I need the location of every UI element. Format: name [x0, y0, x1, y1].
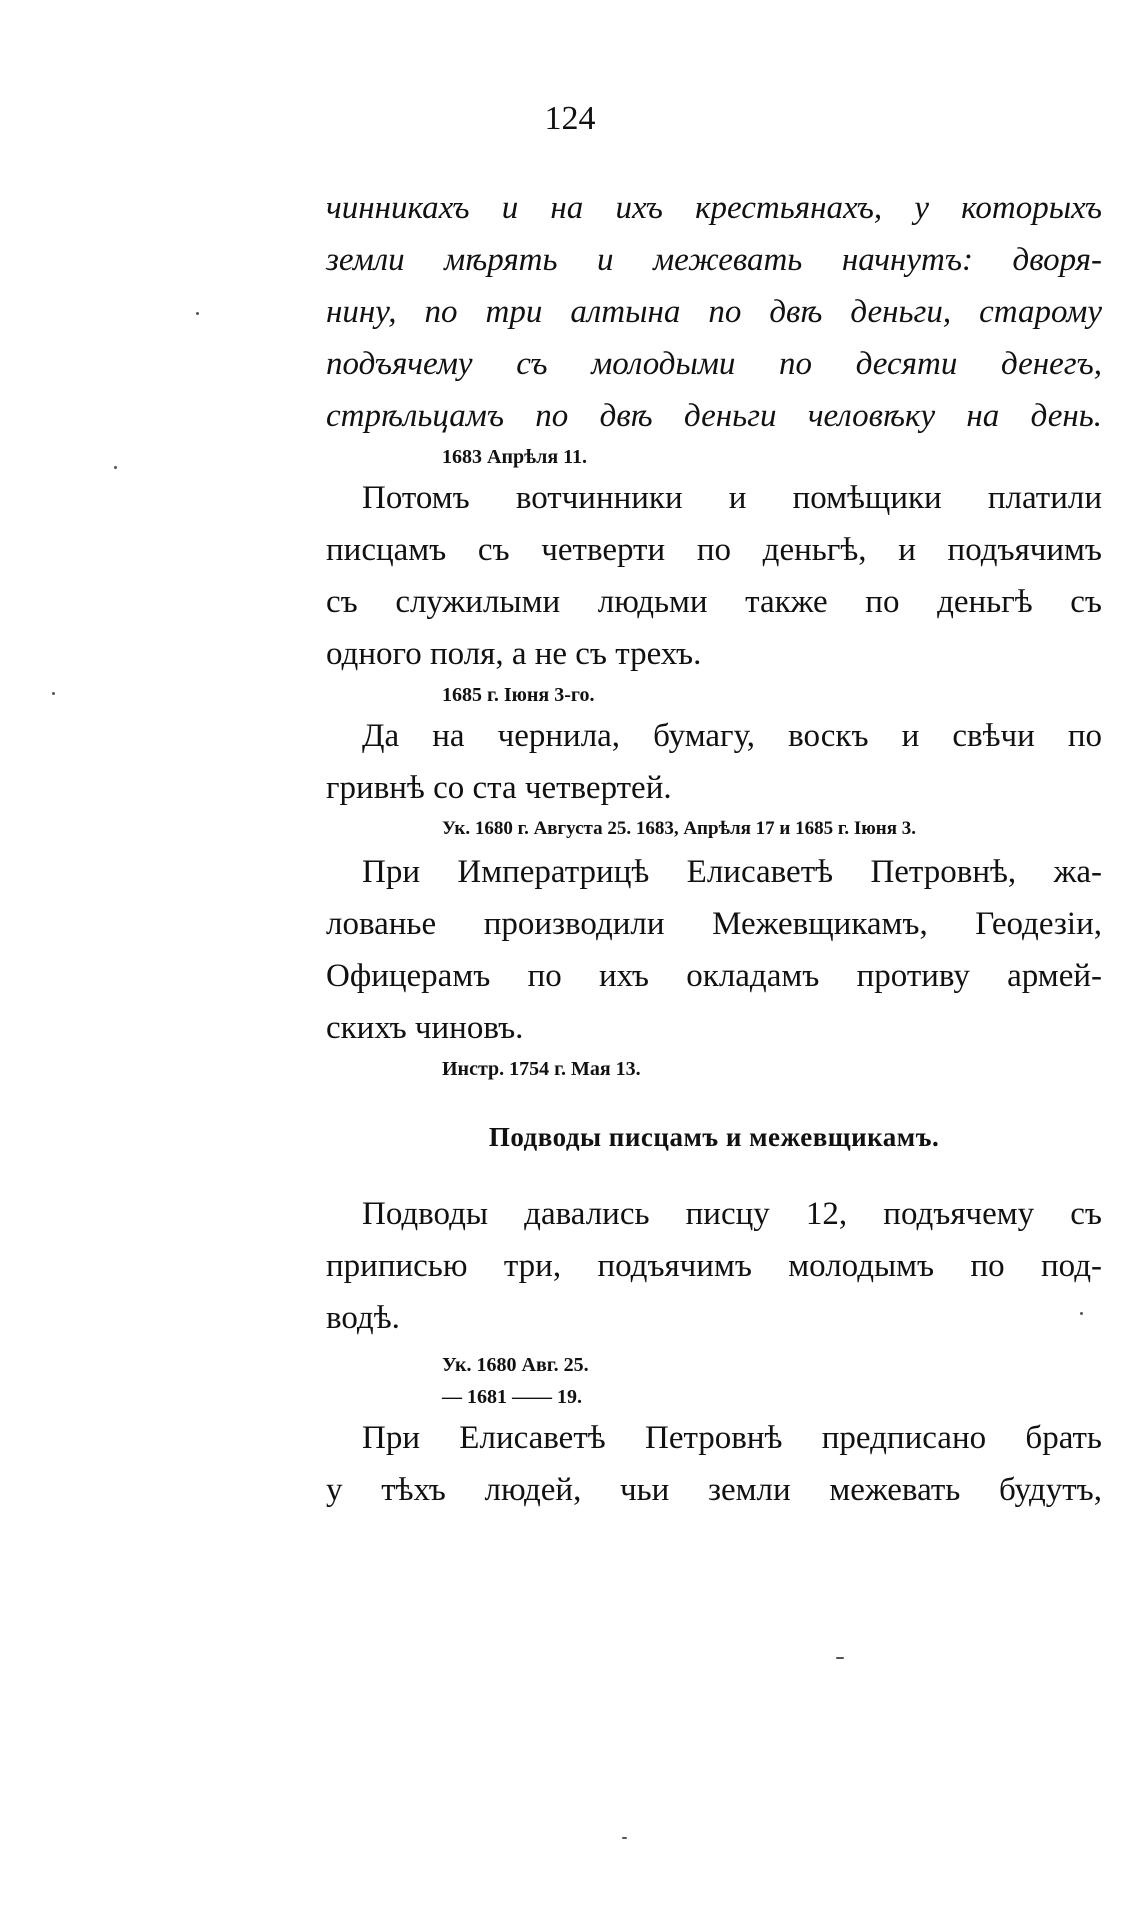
- text-line: съ служилыми людьми также по деньгѣ съ: [326, 584, 1102, 620]
- page-number: 124: [544, 100, 596, 137]
- text-line: нину, по три алтына по двѣ деньги, старому: [326, 294, 1102, 330]
- paragraph-5: [326, 1188, 1102, 1410]
- scan-speck: [114, 466, 117, 469]
- citation: 1685 г. Іюня 3-го.: [442, 684, 595, 706]
- text-line: Офицерамъ по ихъ окладамъ противу армей-: [326, 958, 1102, 994]
- text-line: При Елисаветѣ Петровнѣ предписано брать: [362, 1420, 1102, 1456]
- paragraph-2: [326, 472, 1102, 708]
- citation: 1683 Апрѣля 11.: [442, 446, 588, 468]
- citation: Ук. 1680 г. Августа 25. 1683, Апрѣля 17 и 1685 г. Іюня 3.: [442, 818, 916, 839]
- scan-speck: [1080, 1312, 1083, 1315]
- paragraph-6: [326, 1412, 1102, 1516]
- scan-speck: [52, 692, 55, 695]
- scan-speck: [622, 1837, 627, 1839]
- section-heading-block: [326, 1122, 1102, 1153]
- text-line: Подводы давались писцу 12, подъячему съ: [362, 1196, 1102, 1232]
- paragraph-4: [326, 846, 1102, 1082]
- text-line: скихъ чиновъ.: [326, 1010, 524, 1046]
- citation: — 1681 —— 19.: [442, 1386, 582, 1408]
- citation: Ук. 1680 Авг. 25.: [442, 1354, 589, 1376]
- text-line: земли мѣрять и межевать начнутъ: дворя-: [326, 242, 1102, 278]
- text-line: подъячему съ молодыми по десяти денегъ,: [326, 346, 1102, 382]
- text-line: гривнѣ со ста четвертей.: [326, 770, 672, 806]
- text-line: чинникахъ и на ихъ крестьянахъ, у которыхъ: [326, 190, 1102, 226]
- section-heading: Подводы писцамъ и межевщикамъ.: [488, 1122, 940, 1152]
- scan-speck: [836, 1657, 844, 1659]
- citation: Инстр. 1754 г. Мая 13.: [442, 1058, 641, 1080]
- text-line: Да на чернила, бумагу, воскъ и свѣчи по: [362, 718, 1102, 754]
- text-line: приписью три, подъячимъ молодымъ по под-: [326, 1248, 1102, 1284]
- text-line: стрѣльцамъ по двѣ деньги человѣку на день.: [326, 398, 1102, 434]
- paragraph-1: [326, 182, 1102, 470]
- text-line: При Императрицѣ Елисаветѣ Петровнѣ, жа-: [362, 854, 1102, 890]
- text-line: писцамъ съ четверти по деньгѣ, и подъячимъ: [326, 532, 1102, 568]
- text-line: водѣ.: [326, 1300, 400, 1336]
- scan-speck: [196, 312, 199, 315]
- text-line: Потомъ вотчинники и помѣщики платили: [362, 480, 1102, 516]
- paragraph-3: [326, 710, 1102, 842]
- text-line: у тѣхъ людей, чьи земли межевать будутъ,: [326, 1472, 1102, 1508]
- text-line: одного поля, а не съ трехъ.: [326, 636, 702, 672]
- text-line: лованье производили Межевщикамъ, Геодезіи,: [326, 906, 1102, 942]
